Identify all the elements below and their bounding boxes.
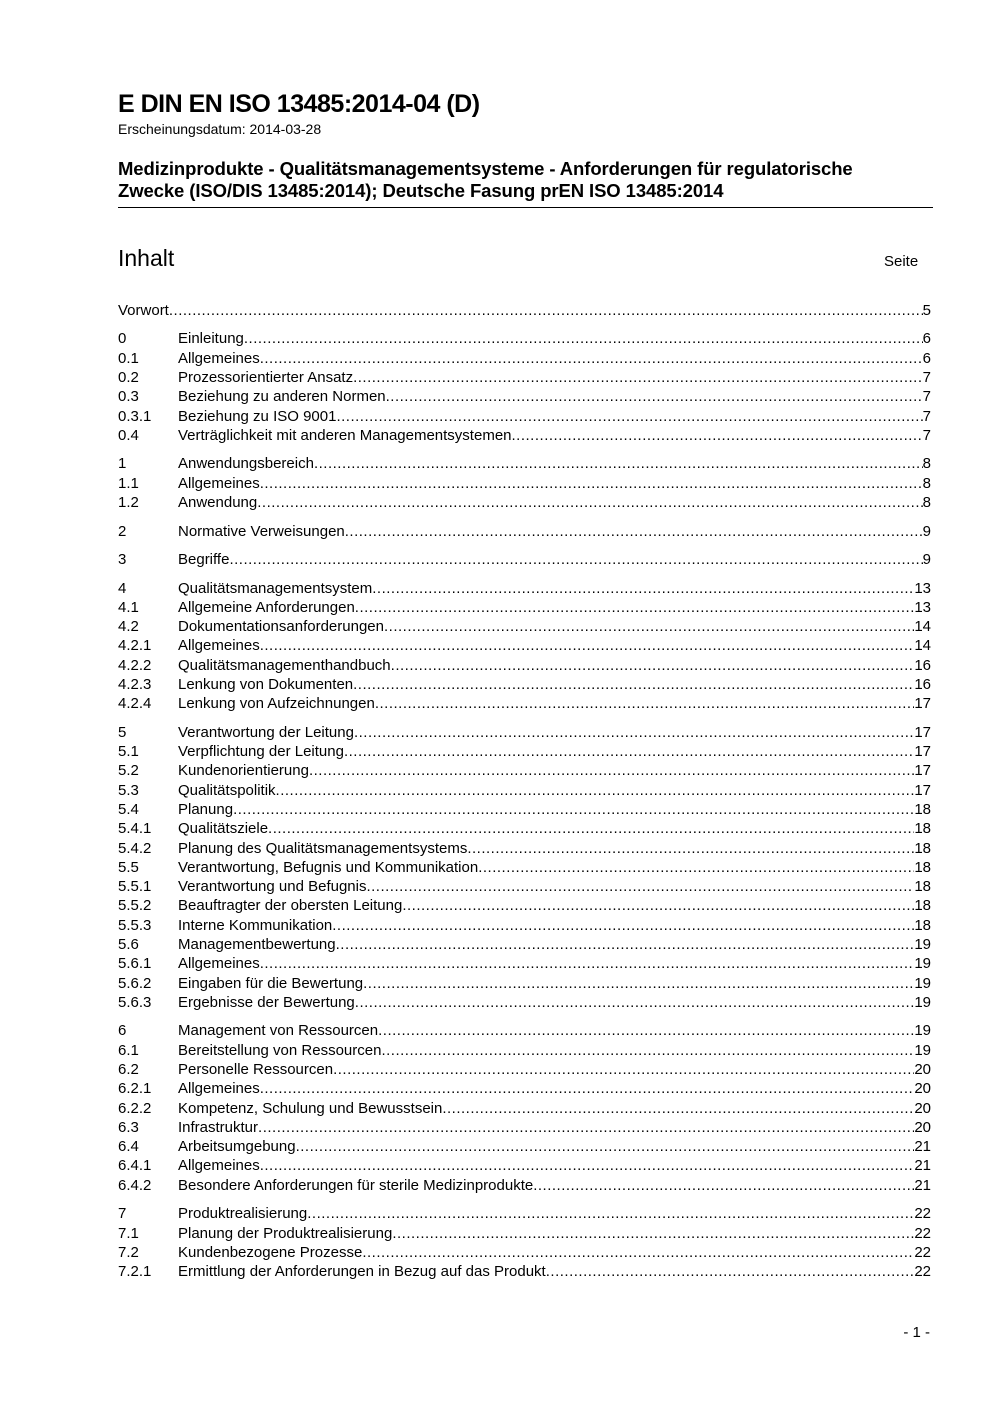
toc-entry[interactable] — [118, 636, 931, 655]
toc-entry-title: Beziehung zu ISO 9001 — [178, 407, 337, 425]
toc-entry-page: 8 — [922, 494, 931, 512]
toc-entry-number: 4.2.3 — [118, 675, 152, 693]
document-title: E DIN EN ISO 13485:2014-04 (D) — [118, 90, 480, 118]
toc-entry-number: 6.4 — [118, 1138, 139, 1156]
toc-entry-page: 19 — [914, 974, 931, 992]
toc-entry-title: Anwendungsbereich — [178, 455, 314, 473]
toc-entry-number: 6.4.2 — [118, 1176, 152, 1194]
toc-entry[interactable] — [118, 916, 931, 935]
toc-entry[interactable] — [118, 761, 931, 780]
toc-entry-page: 19 — [914, 1022, 931, 1040]
toc-entry-page: 21 — [914, 1157, 931, 1175]
toc-entry-page: 18 — [914, 858, 931, 876]
toc-entry[interactable] — [118, 368, 931, 387]
toc-entry-title: Allgemeines — [178, 637, 260, 655]
toc-entry-number: 6.1 — [118, 1041, 139, 1059]
toc-entry-page: 17 — [914, 781, 931, 799]
toc-entry-number: 1.1 — [118, 474, 139, 492]
toc-entry-number: 0.3.1 — [118, 407, 152, 425]
toc-entry-number: 7.1 — [118, 1224, 139, 1242]
toc-entry-title: Prozessorientierter Ansatz — [178, 369, 354, 387]
toc-entry-page: 16 — [914, 675, 931, 693]
toc-entry-number: 5.1 — [118, 743, 139, 761]
page-number: - 1 - — [903, 1324, 930, 1341]
toc-entry-title: Anwendung — [178, 494, 258, 512]
toc-entry-title: Arbeitsumgebung — [178, 1138, 296, 1156]
dot-leader — [366, 877, 914, 896]
dot-leader — [381, 1041, 914, 1060]
dot-leader — [533, 1176, 914, 1195]
toc-entry-title: Ergebnisse der Bewertung — [178, 993, 355, 1011]
toc-entry-number: 6 — [118, 1022, 127, 1040]
toc-entry-title: Einleitung — [178, 330, 244, 348]
toc-entry-page: 7 — [922, 426, 931, 444]
toc-group — [118, 329, 931, 445]
toc-entry-page: 6 — [922, 330, 931, 348]
toc-entry-page: 17 — [914, 743, 931, 761]
toc-entry-title: Verantwortung der Leitung — [178, 723, 354, 741]
toc-entry-page: 13 — [914, 579, 931, 597]
dot-leader — [467, 839, 914, 858]
table-of-contents — [118, 301, 931, 1291]
toc-entry[interactable] — [118, 598, 931, 617]
toc-entry[interactable] — [118, 781, 931, 800]
dot-leader — [260, 1156, 915, 1175]
dot-leader — [268, 819, 914, 838]
toc-entry-page: 18 — [914, 800, 931, 818]
subtitle-line-1: Medizinprodukte - Qualitätsmanagementsysteme - Anforderungen für regulatorische — [118, 158, 853, 179]
toc-entry-page: 21 — [914, 1176, 931, 1194]
dot-leader — [354, 723, 914, 742]
dot-leader — [260, 474, 923, 493]
toc-entry[interactable] — [118, 522, 931, 541]
toc-entry[interactable] — [118, 1060, 931, 1079]
publication-date: Erscheinungsdatum: 2014-03-28 — [118, 121, 322, 137]
toc-entry-page: 18 — [914, 820, 931, 838]
toc-entry[interactable] — [118, 493, 931, 512]
toc-entry-number: 3 — [118, 551, 127, 569]
toc-entry-title: Allgemeines — [178, 955, 260, 973]
toc-entry-number: 4.2 — [118, 618, 139, 636]
dot-leader — [344, 742, 914, 761]
dot-leader — [276, 781, 915, 800]
toc-entry[interactable] — [118, 301, 931, 320]
toc-entry-page: 13 — [914, 598, 931, 616]
toc-entry[interactable] — [118, 387, 931, 406]
toc-entry-title: Planung des Qualitätsmanagementsystems — [178, 839, 468, 857]
toc-entry-number: 0.1 — [118, 349, 139, 367]
toc-entry-page: 18 — [914, 916, 931, 934]
toc-entry-page: 6 — [922, 349, 931, 367]
dot-leader — [336, 407, 922, 426]
toc-entry[interactable] — [118, 1243, 931, 1262]
toc-group — [118, 723, 931, 1012]
dot-leader — [258, 1118, 914, 1137]
dot-leader — [363, 974, 914, 993]
toc-group — [118, 550, 931, 569]
dot-leader — [169, 301, 923, 320]
toc-group — [118, 301, 931, 320]
toc-entry-page: 14 — [914, 618, 931, 636]
toc-entry-number: 6.2 — [118, 1061, 139, 1078]
toc-entry-title: Vorwort — [118, 302, 169, 319]
toc-entry-page: 19 — [914, 993, 931, 1011]
toc-entry-title: Planung — [178, 800, 234, 818]
toc-entry-title: Beauftragter der obersten Leitung — [178, 897, 403, 915]
toc-entry-title: Bereitstellung von Ressourcen — [178, 1041, 382, 1059]
toc-entry-page: 5 — [922, 302, 931, 319]
toc-entry-number: 5.4.2 — [118, 839, 152, 857]
toc-entry-page: 18 — [914, 878, 931, 896]
toc-entry-title: Qualitätsmanagementhandbuch — [178, 656, 391, 674]
dot-leader — [402, 896, 914, 915]
subtitle-line-2: Zwecke (ISO/DIS 13485:2014); Deutsche Fasung prEN ISO 13485:2014 — [118, 180, 724, 201]
toc-entry-number: 5.4 — [118, 800, 139, 818]
toc-entry-title: Management von Ressourcen — [178, 1022, 379, 1040]
dot-leader — [260, 1079, 915, 1098]
toc-entry-page: 7 — [922, 388, 931, 406]
toc-entry-page: 20 — [914, 1099, 931, 1117]
document-subtitle — [118, 158, 933, 208]
toc-entry-title: Qualitätsmanagementsystem — [178, 579, 373, 597]
toc-entry-title: Normative Verweisungen — [178, 522, 345, 540]
toc-entry-number: 0.2 — [118, 369, 139, 387]
toc-entry[interactable] — [118, 1224, 931, 1243]
toc-entry[interactable] — [118, 1262, 931, 1281]
toc-entry-title: Allgemeines — [178, 1080, 260, 1098]
toc-entry-number: 5.5.3 — [118, 916, 152, 934]
toc-entry-page: 19 — [914, 955, 931, 973]
toc-entry-page: 22 — [914, 1243, 931, 1261]
dot-leader — [512, 426, 923, 445]
toc-entry-number: 6.3 — [118, 1118, 139, 1136]
dot-leader — [333, 1060, 914, 1079]
toc-entry-number: 5.6.1 — [118, 955, 152, 973]
toc-entry-number: 0.3 — [118, 388, 139, 406]
toc-entry-number: 4.2.4 — [118, 695, 152, 713]
toc-entry-title: Lenkung von Dokumenten — [178, 675, 354, 693]
toc-entry[interactable] — [118, 349, 931, 368]
toc-entry-number: 5.5.1 — [118, 878, 152, 896]
toc-group — [118, 579, 931, 714]
toc-entry-number: 7 — [118, 1205, 127, 1223]
toc-entry-number: 6.2.1 — [118, 1080, 152, 1098]
toc-entry[interactable] — [118, 1118, 931, 1137]
toc-entry-title: Verpflichtung der Leitung — [178, 743, 344, 761]
toc-entry[interactable] — [118, 800, 931, 819]
toc-entry-page: 18 — [914, 897, 931, 915]
toc-entry-number: 4.1 — [118, 598, 139, 616]
toc-entry-page: 17 — [914, 695, 931, 713]
page-column-label: Seite — [884, 253, 919, 270]
toc-entry-page: 9 — [922, 551, 931, 569]
dot-leader — [546, 1262, 915, 1281]
toc-entry[interactable] — [118, 426, 931, 445]
toc-entry[interactable] — [118, 454, 931, 473]
dot-leader — [378, 1021, 914, 1040]
toc-entry-title: Allgemeines — [178, 474, 260, 492]
toc-entry-page: 9 — [922, 522, 931, 540]
toc-entry-number: 5.5.2 — [118, 897, 152, 915]
toc-entry-page: 22 — [914, 1263, 931, 1281]
toc-entry-number: 5.3 — [118, 781, 139, 799]
toc-entry[interactable] — [118, 550, 931, 569]
toc-heading: Inhalt — [118, 245, 175, 271]
dot-leader — [478, 858, 914, 877]
dot-leader — [384, 617, 914, 636]
dot-leader — [345, 522, 923, 541]
dot-leader — [244, 329, 923, 348]
dot-leader — [332, 916, 914, 935]
dot-leader — [353, 368, 923, 387]
dot-leader — [233, 800, 914, 819]
toc-group — [118, 454, 931, 512]
toc-entry-page: 8 — [922, 455, 931, 473]
toc-entry-page: 7 — [922, 407, 931, 425]
dot-leader — [309, 761, 914, 780]
toc-entry-number: 7.2.1 — [118, 1263, 152, 1281]
toc-entry-page: 18 — [914, 839, 931, 857]
toc-entry-title: Planung der Produktrealisierung — [178, 1224, 393, 1242]
toc-entry-page: 22 — [914, 1224, 931, 1242]
toc-entry-number: 5.6.2 — [118, 974, 152, 992]
toc-entry-title: Managementbewertung — [178, 936, 336, 954]
toc-entry-number: 1 — [118, 455, 127, 473]
toc-entry[interactable] — [118, 819, 931, 838]
toc-entry-title: Beziehung zu anderen Normen — [178, 388, 386, 406]
toc-entry-title: Verantwortung und Befugnis — [178, 878, 367, 896]
toc-entry[interactable] — [118, 1204, 931, 1223]
dot-leader — [260, 954, 915, 973]
toc-entry-title: Infrastruktur — [178, 1118, 259, 1136]
toc-entry-title: Produktrealisierung — [178, 1205, 308, 1223]
toc-entry[interactable] — [118, 1156, 931, 1175]
toc-entry-title: Besondere Anforderungen für sterile Medizinprodukte — [178, 1176, 534, 1194]
dot-leader — [307, 1204, 914, 1223]
toc-entry-number: 4.2.1 — [118, 637, 152, 655]
toc-entry-number: 4 — [118, 579, 127, 597]
toc-entry-page: 22 — [914, 1205, 931, 1223]
toc-entry-number: 5 — [118, 723, 127, 741]
toc-entry-number: 5.6 — [118, 936, 139, 954]
toc-entry[interactable] — [118, 407, 931, 426]
toc-entry[interactable] — [118, 839, 931, 858]
toc-entry-title: Interne Kommunikation — [178, 916, 333, 934]
toc-entry-number: 5.5 — [118, 858, 139, 876]
toc-entry-number: 5.4.1 — [118, 820, 152, 838]
toc-entry-number: 5.2 — [118, 762, 139, 780]
toc-entry-number: 7.2 — [118, 1243, 139, 1261]
toc-entry[interactable] — [118, 1176, 931, 1195]
toc-entry[interactable] — [118, 694, 931, 713]
dot-leader — [296, 1137, 915, 1156]
toc-group — [118, 1021, 931, 1195]
toc-entry-number: 0 — [118, 330, 127, 348]
toc-entry-title: Kundenbezogene Prozesse — [178, 1243, 363, 1261]
toc-entry-page: 20 — [914, 1061, 931, 1078]
dot-leader — [260, 349, 923, 368]
toc-entry-page: 17 — [914, 762, 931, 780]
toc-entry-page: 16 — [914, 656, 931, 674]
toc-entry-title: Begriffe — [178, 551, 230, 569]
dot-leader — [392, 1224, 914, 1243]
toc-entry-page: 19 — [914, 936, 931, 954]
toc-entry[interactable] — [118, 579, 931, 598]
toc-entry[interactable] — [118, 617, 931, 636]
toc-entry[interactable] — [118, 1099, 931, 1118]
dot-leader — [336, 935, 915, 954]
dot-leader — [386, 387, 923, 406]
toc-entry[interactable] — [118, 974, 931, 993]
dot-leader — [442, 1099, 914, 1118]
toc-entry[interactable] — [118, 993, 931, 1012]
toc-entry-title: Dokumentationsanforderungen — [178, 618, 384, 636]
dot-leader — [229, 550, 922, 569]
toc-entry[interactable] — [118, 656, 931, 675]
toc-entry-page: 7 — [922, 369, 931, 387]
toc-entry[interactable] — [118, 954, 931, 973]
dot-leader — [362, 1243, 914, 1262]
dot-leader — [355, 598, 915, 617]
toc-entry[interactable] — [118, 474, 931, 493]
toc-entry-page: 19 — [914, 1041, 931, 1059]
toc-entry-number: 5.6.3 — [118, 993, 152, 1011]
toc-entry-title: Kundenorientierung — [178, 762, 309, 780]
toc-entry[interactable] — [118, 1079, 931, 1098]
toc-entry[interactable] — [118, 742, 931, 761]
toc-entry[interactable] — [118, 675, 931, 694]
toc-entry-title: Ermittlung der Anforderungen in Bezug auf das Produkt — [178, 1263, 546, 1281]
toc-entry-number: 2 — [118, 522, 127, 540]
dot-leader — [314, 454, 923, 473]
toc-group — [118, 522, 931, 541]
toc-entry[interactable] — [118, 723, 931, 742]
toc-entry-title: Allgemeines — [178, 1157, 260, 1175]
dot-leader — [372, 579, 914, 598]
toc-entry-number: 1.2 — [118, 494, 139, 512]
toc-entry-page: 14 — [914, 637, 931, 655]
dot-leader — [375, 694, 914, 713]
toc-entry-number: 0.4 — [118, 426, 139, 444]
toc-entry[interactable] — [118, 877, 931, 896]
toc-entry-title: Eingaben für die Bewertung — [178, 974, 364, 992]
toc-entry-page: 21 — [914, 1138, 931, 1156]
dot-leader — [257, 493, 922, 512]
toc-entry[interactable] — [118, 1041, 931, 1060]
toc-entry-title: Verträglichkeit mit anderen Managementsystemen — [178, 426, 512, 444]
dot-leader — [355, 993, 915, 1012]
toc-entry-title: Kompetenz, Schulung und Bewusstsein — [178, 1099, 443, 1117]
toc-entry-title: Qualitätspolitik — [178, 781, 276, 799]
toc-entry[interactable] — [118, 858, 931, 877]
dot-leader — [353, 675, 914, 694]
toc-entry-title: Qualitätsziele — [178, 820, 269, 838]
toc-entry-page: 20 — [914, 1118, 931, 1136]
toc-entry[interactable] — [118, 1137, 931, 1156]
toc-entry-title: Allgemeines — [178, 349, 260, 367]
dot-leader — [260, 636, 915, 655]
toc-entry[interactable] — [118, 935, 931, 954]
toc-entry[interactable] — [118, 896, 931, 915]
toc-entry-title: Lenkung von Aufzeichnungen — [178, 695, 375, 713]
toc-entry-title: Allgemeine Anforderungen — [178, 598, 355, 616]
toc-entry-number: 4.2.2 — [118, 656, 152, 674]
toc-entry-title: Personelle Ressourcen — [178, 1061, 334, 1078]
toc-entry-number: 6.2.2 — [118, 1099, 152, 1117]
toc-entry-number: 6.4.1 — [118, 1157, 152, 1175]
dot-leader — [391, 656, 915, 675]
toc-entry-page: 8 — [922, 474, 931, 492]
toc-entry-page: 17 — [914, 723, 931, 741]
toc-entry[interactable] — [118, 1021, 931, 1040]
toc-entry-page: 20 — [914, 1080, 931, 1098]
toc-entry[interactable] — [118, 329, 931, 348]
toc-group — [118, 1204, 931, 1281]
toc-entry-title: Verantwortung, Befugnis und Kommunikation — [178, 858, 479, 876]
